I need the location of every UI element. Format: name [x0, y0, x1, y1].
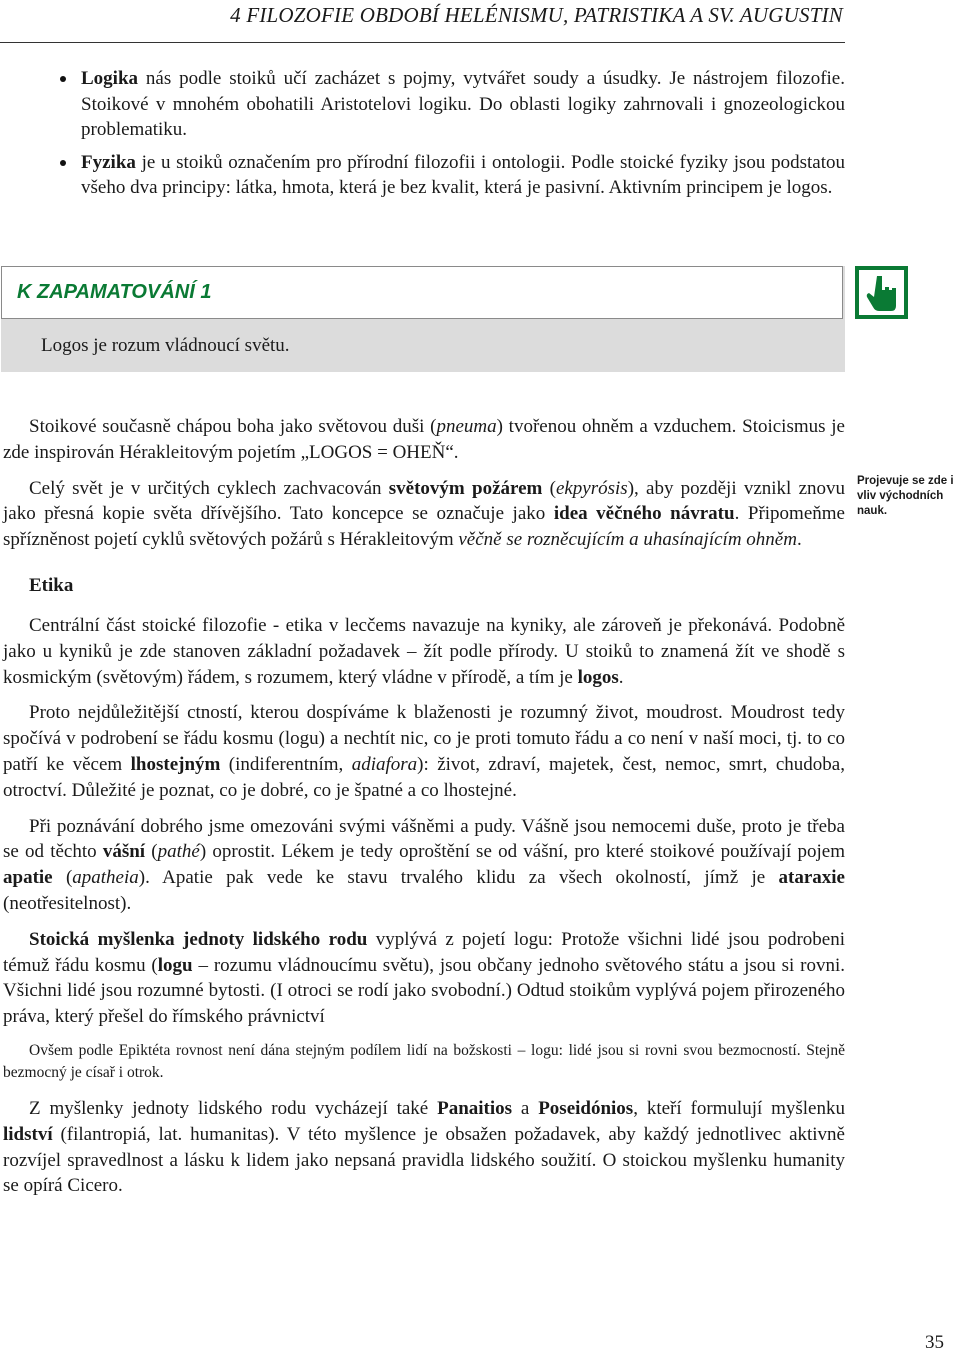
bullet-logika [3, 66, 845, 143]
term-fyzika: Fyzika [81, 151, 136, 173]
term-poseidonios: Poseidónios [538, 1097, 634, 1119]
term-pathe: pathé [157, 841, 200, 863]
term-apatie: apatie [3, 867, 53, 889]
term-svetovy-pozar: světovým požárem [388, 477, 543, 499]
text-run: (neotřesitelnost). [3, 892, 132, 914]
text-run: ) tvořenou ohněm a vzduchem. Stoicismus je zde inspirován Hérakleitovým pojetím „LOGOS = OHEŇ“. [3, 416, 845, 463]
text-run: ), aby později vznikl znovu jako přesná kopie světa dřívějšího. Tato koncepce se označuje jako [3, 477, 846, 525]
term-lidstvi: lidství [3, 1123, 53, 1145]
term-logu: logu [157, 954, 193, 976]
term-logika: Logika [81, 68, 139, 89]
term-ataraxie: ataraxie [778, 867, 845, 889]
term-pneuma: pneuma [436, 416, 497, 437]
body-text [3, 414, 845, 1209]
text-run: Proto nejdůležitější ctností, kterou dospíváme k blaženosti je rozumný život, moudrost. Moudrost tedy spočívá v podrobení se řádu kosmu (logu) a nechtít nic, co je proti tomuto řádu a co není v naší moci, tj. to co patří ke věcem [3, 702, 845, 775]
text-run: Stoikové současně chápou boha jako světovou duši ( [29, 416, 437, 437]
term-logos: logos [577, 666, 619, 688]
text-run: ). Apatie pak vede ke stavu trvalého klidu za všech okolností, jímž je [138, 867, 779, 889]
text-run: Při poznávání dobrého jsme omezováni svými vášněmi a pudy. Vášně jsou nemocemi duše, proto je třeba se od těchto [3, 815, 845, 863]
text-run: . [618, 666, 624, 688]
text-run: Z myšlenky jednoty lidského rodu vycházejí také [29, 1097, 438, 1119]
paragraph-etika-4 [3, 927, 845, 1030]
text-run: ( [145, 841, 158, 863]
bullet-fyzika [3, 150, 845, 201]
text-run: ) oprostit. Lékem je tedy oproštění se od vášní, pro které stoikové používají pojem [199, 841, 845, 863]
note-epiktetos: Ovšem podle Epiktéta rovnost není dána stejným podílem lidí na božskosti – logu: lidé jsou si rovni svou bezmocností. Stejně bezmocný je císař i otrok. [3, 1041, 845, 1081]
text-run: Celý svět je v určitých cyklech zachvacován [29, 477, 389, 499]
text-run: , kteří formulují myšlenku [633, 1097, 845, 1119]
term-ekpyrosis: ekpyrósis [555, 477, 628, 499]
text-run: a [512, 1097, 539, 1119]
term-adiafora: adiafora [351, 753, 418, 775]
remember-text: Logos je rozum vládnoucí světu. [41, 335, 290, 356]
running-header [0, 0, 845, 43]
text-run: Centrální část stoické filozofie - etika v lecčems navazuje na kyniky, ale zároveň je překonává. Podobně jako u kyniků je zde stanoven základní požadavek – žít podle přírody. U stoiků to znamená žít ve shodě s kosmickým (světovým) řádem, s rozumem, který vládne v přírodě, a tím je [3, 614, 845, 688]
section-heading-etika: Etika [29, 574, 74, 596]
term-apatheia: apatheia [72, 867, 139, 889]
text-run: ): život, zdraví, majetek, čest, nemoc, smrt, chudoba, otroctví. Důležité je poznat, co je dobré, co je špatné a co lhostejné. [3, 753, 845, 801]
page-number: 35 [925, 1332, 944, 1353]
text-run: – rozumu vládnoucímu světu), jsou občany jednoho světového státu a jsou si rovni. Všichni lidé jsou rozumné bytosti. (I otroci se rodí jako svobodní.) Odtud stoikům vyplývá pojem přirozeného práva, který přešel do římského právnictví [3, 954, 846, 1028]
text-run: (filantropiá, lat. humanitas). V této myšlence je obsažen požadavek, aby každý jednotlivec aktivně rozvíjel spravedlnost a lásku k lidem jako nepsaná pravidla lidského soužití. O stoickou myšlenku humanity se opírá Cicero. [3, 1123, 845, 1197]
paragraph-etika-1 [3, 613, 845, 690]
term-panaitios: Panaitios [437, 1097, 513, 1119]
pointing-hand-icon [855, 266, 908, 319]
paragraph-etika-3 [3, 814, 845, 917]
paragraph-ekpyrosis [3, 476, 845, 553]
paragraph-etika-5 [3, 1096, 845, 1199]
chapter-title: 4 FILOZOFIE OBDOBÍ HELÉNISMU, PATRISTIKA A SV. AUGUSTIN [230, 3, 843, 27]
paragraph-pneuma [3, 414, 845, 466]
bullet-section [3, 66, 845, 208]
term-idea-vecneho-navratu: idea věčného návratu [553, 503, 735, 525]
text-run: (indiferentním, [220, 753, 352, 775]
term-jednota-lidskeho-rodu: Stoická myšlenka jednoty lidského rodu [29, 928, 368, 950]
bullet-logika-text: nás podle stoiků učí zacházet s pojmy, vytvářet soudy a úsudky. Je nástrojem filozofie. Stoikové v mnohém obohatili Aristotelovi logiku. Do oblasti logiky zahrnovali i gnozeologickou problematiku. [81, 68, 845, 140]
remember-title-bar [1, 266, 843, 319]
text-run: vyplývá z pojetí logu: Protože všichni lidé jsou podrobeni témuž řádu kosmu ( [3, 928, 845, 976]
remember-title: K ZAPAMATOVÁNÍ 1 [17, 281, 212, 303]
margin-note: Projevuje se zde i vliv východních nauk. [857, 475, 954, 517]
bullet-fyzika-text: je u stoiků označením pro přírodní filozofii i ontologii. Podle stoické fyziky jsou podstatou všeho dva principy: látka, hmota, která je bez kvalit, která je pasivní. Aktivním principem je logos. [81, 151, 845, 198]
paragraph-etika-2 [3, 700, 845, 803]
term-lhostejnym: lhostejným [130, 753, 221, 775]
remember-box [1, 266, 845, 372]
text-run: ( [52, 867, 73, 889]
text-run: . Připomeňme spřízněnost pojetí cyklů světových požárů s Hérakleitovým [3, 503, 845, 551]
quote-heraclitus: věčně se rozněcujícím a uhasínajícím ohněm [458, 529, 797, 551]
term-vasni: vášní [102, 841, 146, 863]
bullet-list [3, 66, 845, 201]
text-run: . [796, 529, 802, 551]
text-run: ( [542, 477, 556, 499]
